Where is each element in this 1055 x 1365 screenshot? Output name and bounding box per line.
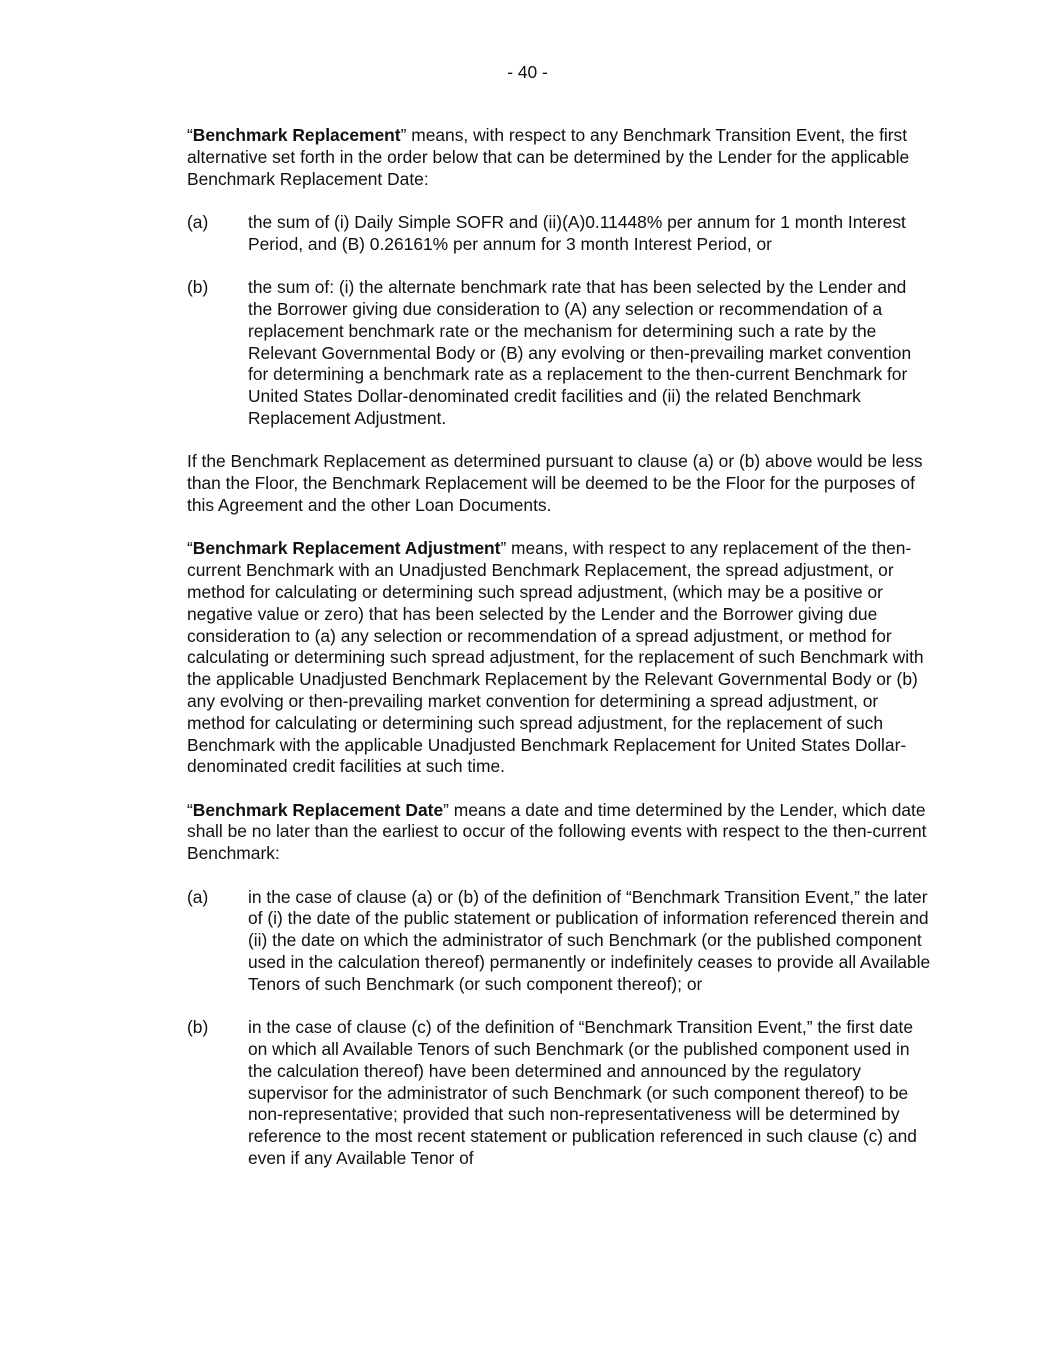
definition-benchmark-replacement [187, 125, 932, 190]
item-text: the sum of: (i) the alternate benchmark rate that has been selected by the Lender and the Borrower giving due consideration to (A) any selection or recommendation of a replacement benchmark rate or the mechanism for determining such a rate by the Relevant Governmental Body or (B) any evolving or then-prevailing market convention for determining a benchmark rate as a replacement to the then-current Benchmark for United States Dollar-denominated credit facilities and (ii) the related Benchmark Replacement Adjustment. [248, 277, 912, 428]
definition-benchmark-replacement-adjustment [187, 538, 932, 778]
open-quote: “ [187, 538, 193, 559]
defined-term: Benchmark Replacement Date [192, 799, 444, 820]
list-item [187, 887, 932, 996]
page-number: - 40 - [507, 62, 548, 82]
item-label: (a) [187, 886, 209, 907]
definition-text: ” means, with respect to any replacement of the then-current Benchmark with an Unadjusted Benchmark Replacement, the spread adjustment, or method for calculating or determining such spread adjustment, (which may be a positive or negative value or zero) that has been selected by the Lender and the Borrower giving due consideration to (a) any selection or recommendation of a spread adjustment, or method for calculating or determining such spread adjustment, for the replacement of such Benchmark with the applicable Unadjusted Benchmark Replacement by the Relevant Governmental Body or (b) any evolving or then-prevailing market convention for determining a spread adjustment, or method for calculating or determining such spread adjustment, for the replacement of such Benchmark with the applicable Unadjusted Benchmark Replacement for United States Dollar-denominated credit facilities at such time. [187, 538, 924, 777]
open-quote: “ [187, 125, 193, 145]
item-text: in the case of clause (c) of the definition of “Benchmark Transition Event,” the first date on which all Available Tenors of such Benchmark (or the published component used in the calculation thereof) have been determined and announced by the regulatory supervisor for the administrator of such Benchmark (or such component thereof) to be non-representative; provided that such non-representativeness will be determined by reference to the most recent statement or publication referenced in such clause (c) and even if any Available Tenor of [248, 1017, 917, 1169]
defined-term: Benchmark Replacement [192, 125, 401, 145]
item-label: (b) [187, 277, 209, 298]
open-quote: “ [187, 799, 193, 820]
list-item [187, 1017, 932, 1170]
list-item [187, 212, 932, 256]
definition-text: ” means, with respect to any Benchmark Transition Event, the first alternative set forth in the order below that can be determined by the Lender for the applicable Benchmark Replacement Date: [187, 125, 910, 189]
document-body [187, 125, 932, 1191]
list-item [187, 277, 932, 430]
definition-text: ” means a date and time determined by the Lender, which date shall be no later than the earliest to occur of the following events with respect to the then-current Benchmark: [187, 799, 927, 864]
item-label: (a) [187, 211, 209, 232]
item-text: in the case of clause (a) or (b) of the definition of “Benchmark Transition Event,” the later of (i) the date of the public statement or publication of information referenced therein and (ii) the date on which the administrator of such Benchmark (or the published component used in the calculation thereof) permanently or indefinitely ceases to provide all Available Tenors of such Benchmark (or such component thereof); or [248, 886, 931, 994]
floor-paragraph: If the Benchmark Replacement as determined pursuant to clause (a) or (b) above would be less than the Floor, the Benchmark Replacement will be deemed to be the Floor for the purposes of this Agreement and the other Loan Documents. [187, 451, 923, 515]
item-text: the sum of (i) Daily Simple SOFR and (ii)(A)0.11448% per annum for 1 month Interest Period, and (B) 0.26161% per annum for 3 month Interest Period, or [248, 211, 906, 254]
definition-benchmark-replacement-date [187, 800, 932, 865]
defined-term: Benchmark Replacement Adjustment [192, 538, 501, 559]
item-label: (b) [187, 1017, 209, 1038]
